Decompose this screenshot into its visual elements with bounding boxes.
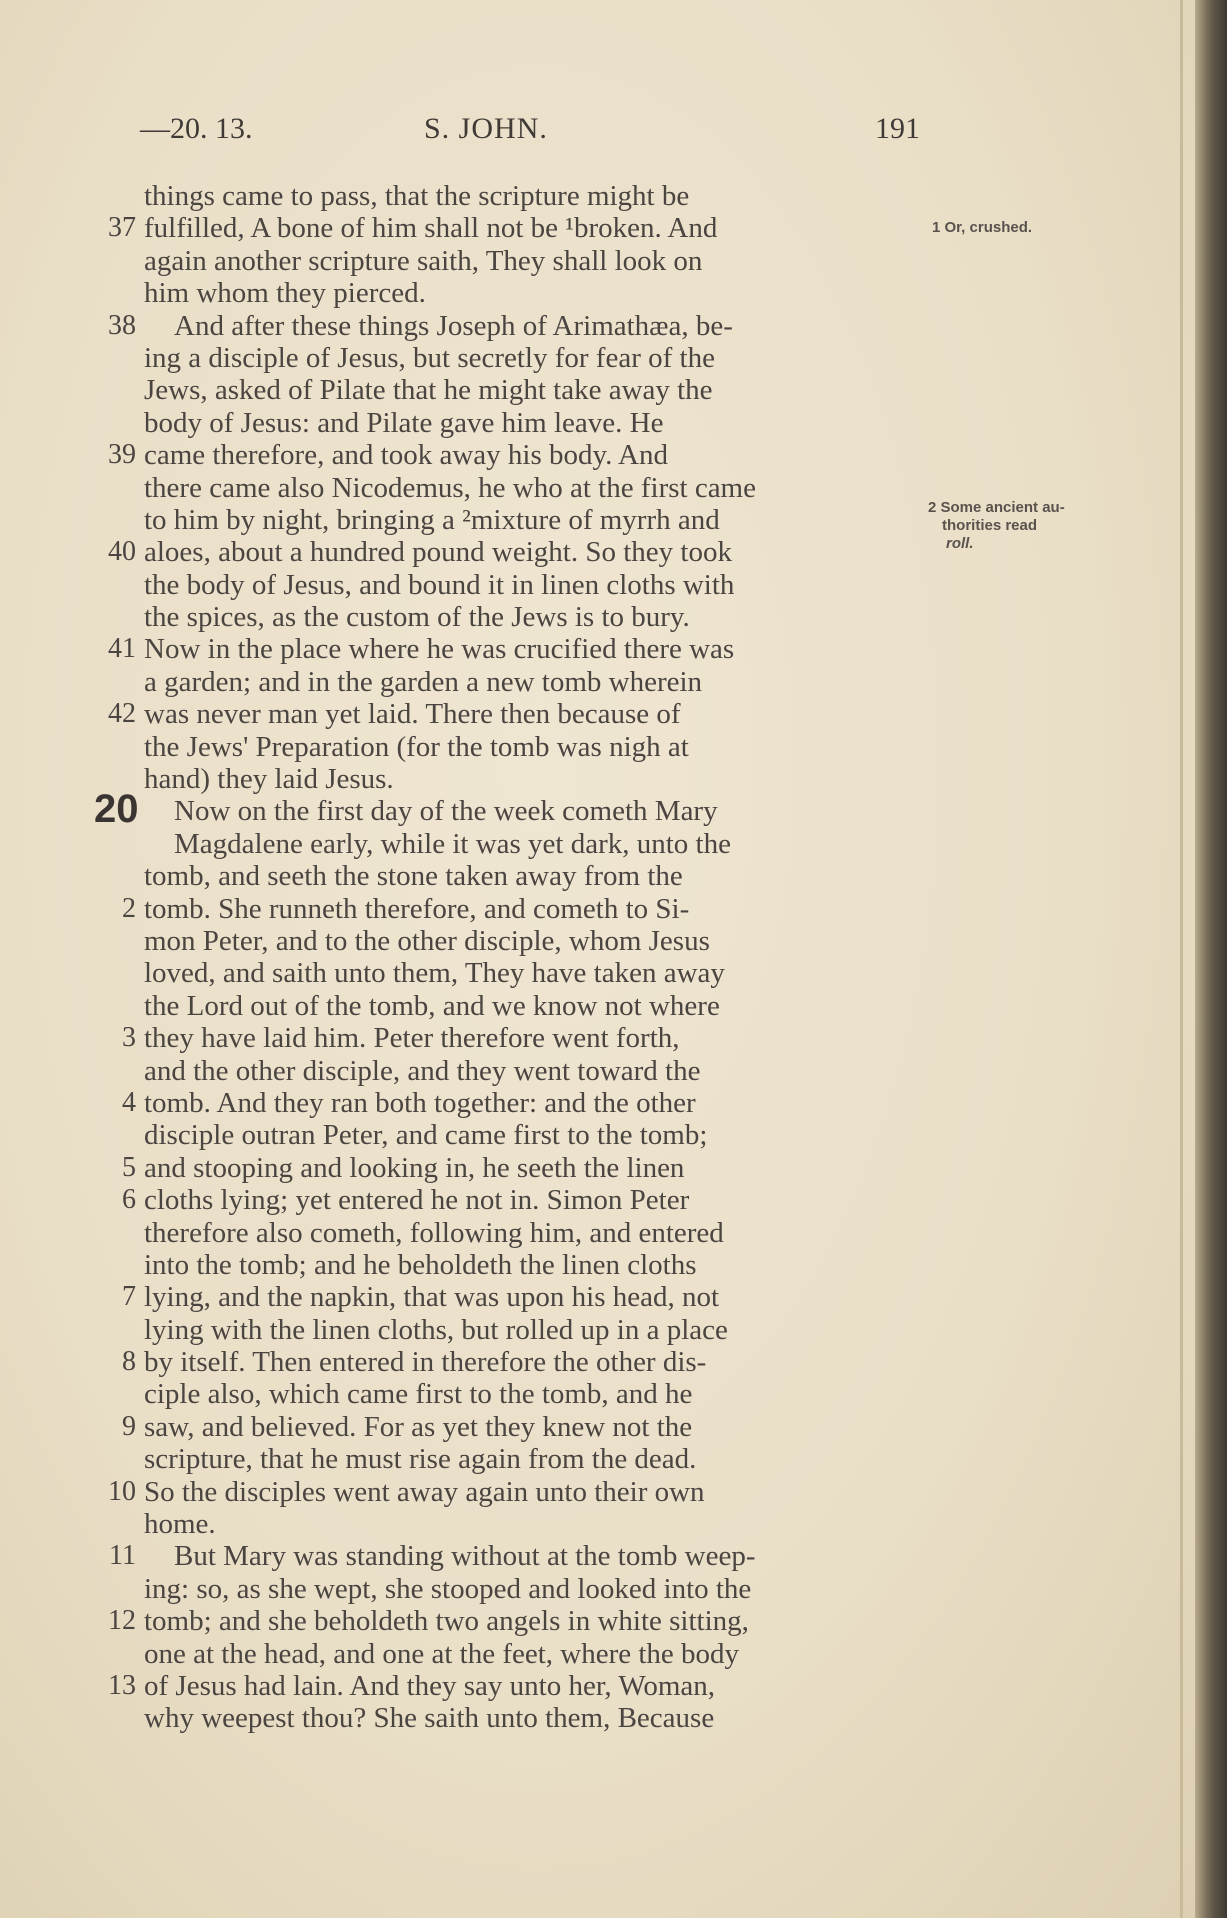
text-line [108, 1605, 920, 1638]
line-text: aloes, about a hundred pound weight. So they took [144, 536, 732, 569]
line-text: lying, and the napkin, that was upon his head, not [144, 1281, 720, 1314]
text-line [140, 666, 920, 698]
line-text: there came also Nicodemus, he who at the first came [144, 471, 756, 504]
line-text: tomb, and seeth the stone taken away from the [144, 860, 683, 893]
text-line [140, 990, 920, 1022]
margin-note-1 [932, 219, 1032, 237]
margin-note-1-text: 1 Or, crushed. [932, 219, 1033, 236]
text-line [140, 245, 920, 277]
text-line [122, 1086, 920, 1119]
line-text: tomb. She runneth therefore, and cometh to Si- [144, 892, 690, 925]
text-line [108, 309, 920, 342]
chapter-number: 20 [94, 787, 139, 832]
verse-number: 42 [108, 698, 136, 730]
text-line [140, 601, 920, 633]
line-text: Now on the first day of the week cometh Mary [174, 795, 718, 828]
text-line [140, 1249, 920, 1281]
line-text: mon Peter, and to the other disciple, whom Jesus [144, 924, 710, 957]
text-line [140, 180, 920, 212]
text-line [108, 1669, 920, 1702]
margin-note-2 [928, 499, 1108, 553]
text-line [140, 407, 920, 439]
line-text: him whom they pierced. [144, 277, 426, 310]
verse-number: 5 [122, 1151, 136, 1183]
verse-number: 37 [108, 212, 136, 244]
text-line [140, 1378, 920, 1410]
text-line [140, 1217, 920, 1249]
header-verse-range: —20. 13. [140, 112, 253, 145]
line-text: cloths lying; yet entered he not in. Simon Peter [144, 1184, 690, 1217]
line-text: home. [144, 1508, 216, 1541]
text-line [140, 925, 920, 957]
text-line [140, 472, 920, 504]
text-line [108, 212, 920, 245]
line-text: Now in the place where he was crucified there was [144, 633, 735, 666]
line-text: they have laid him. Peter therefore went forth, [144, 1022, 680, 1055]
text-line [140, 763, 920, 795]
line-text: Jews, asked of Pilate that he might take away the [144, 374, 713, 407]
verse-number: 39 [108, 439, 136, 471]
verse-number: 12 [108, 1605, 136, 1637]
text-line [122, 1151, 920, 1184]
text-line [140, 1119, 920, 1151]
line-text: to him by night, bringing a ²mixture of myrrh and [144, 503, 720, 536]
text-line [140, 277, 920, 309]
verse-number: 2 [122, 892, 136, 924]
line-text: things came to pass, that the scripture might be [144, 180, 690, 212]
scripture-text [94, 180, 920, 1735]
verse-number: 11 [109, 1540, 136, 1572]
line-text: by itself. Then entered in therefore the other dis- [144, 1346, 707, 1379]
line-text: But Mary was standing without at the tomb weep- [174, 1540, 756, 1573]
text-line [108, 633, 920, 666]
verse-number: 6 [122, 1184, 136, 1216]
text-line [140, 1508, 920, 1540]
text-line [140, 731, 920, 763]
verse-number: 38 [108, 309, 136, 341]
line-text: ing: so, as she wept, she stooped and looked into the [144, 1572, 752, 1605]
book-gutter [1195, 0, 1227, 1918]
text-line [122, 1184, 920, 1217]
margin-note-2-line: 2 Some ancient au- [928, 499, 1065, 516]
text-line [140, 1314, 920, 1346]
line-text: tomb. And they ran both together: and the other [144, 1086, 696, 1119]
text-line [140, 504, 920, 536]
line-text: the Jews' Preparation (for the tomb was nigh at [144, 730, 689, 763]
line-text: loved, and saith unto them, They have taken away [144, 957, 725, 990]
text-line [140, 957, 920, 989]
line-text: ing a disciple of Jesus, but secretly for fear of the [144, 341, 715, 374]
line-text: why weepest thou? She saith unto them, Because [144, 1702, 715, 1735]
line-text: fulfilled, A bone of him shall not be ¹broken. And [144, 212, 718, 245]
text-line [122, 1022, 920, 1055]
text-line [140, 1055, 920, 1087]
line-text: saw, and believed. For as yet they knew not the [144, 1410, 693, 1443]
verse-number: 7 [122, 1281, 136, 1313]
line-text: therefore also cometh, following him, and entered [144, 1216, 724, 1249]
header-page-number: 191 [875, 112, 920, 145]
text-line [140, 569, 920, 601]
line-text: body of Jesus: and Pilate gave him leave. He [144, 406, 664, 439]
text-line [122, 1346, 920, 1379]
verse-number: 4 [122, 1086, 136, 1118]
text-line [109, 1540, 920, 1573]
text-line [122, 1281, 920, 1314]
text-line [140, 1573, 920, 1605]
line-text: and the other disciple, and they went toward the [144, 1054, 701, 1087]
verse-number: 3 [122, 1022, 136, 1054]
text-line [108, 698, 920, 731]
text-line [108, 439, 920, 472]
line-text: into the tomb; and he beholdeth the linen cloths [144, 1248, 697, 1281]
text-line [108, 536, 920, 569]
page-edge-line [1180, 0, 1183, 1918]
text-line [122, 1410, 920, 1443]
text-line [108, 1475, 920, 1508]
text-line [140, 828, 920, 860]
line-text: again another scripture saith, They shall look on [144, 244, 703, 277]
verse-number: 41 [108, 633, 136, 665]
text-line [122, 892, 920, 925]
line-text: And after these things Joseph of Arimathæa, be- [174, 309, 733, 342]
line-text: of Jesus had lain. And they say unto her, Woman, [144, 1669, 716, 1702]
text-line [140, 1443, 920, 1475]
verse-number: 9 [122, 1410, 136, 1442]
line-text: Magdalene early, while it was yet dark, unto the [174, 827, 731, 860]
margin-note-2-line: roll. [946, 535, 974, 552]
verse-number: 13 [108, 1669, 136, 1701]
line-text: was never man yet laid. There then because of [144, 698, 681, 731]
margin-note-2-line: thorities read [942, 517, 1038, 534]
line-text: and stooping and looking in, he seeth the linen [144, 1151, 685, 1184]
running-header [140, 112, 920, 152]
line-text: one at the head, and one at the feet, where the body [144, 1637, 740, 1670]
line-text: scripture, that he must rise again from the dead. [144, 1443, 697, 1476]
line-text: the Lord out of the tomb, and we know not where [144, 989, 720, 1022]
verse-number: 40 [108, 536, 136, 568]
text-line [140, 1638, 920, 1670]
text-line [140, 342, 920, 374]
header-book-title: S. JOHN. [424, 112, 548, 145]
line-text: tomb; and she beholdeth two angels in white sitting, [144, 1605, 749, 1638]
text-line [140, 374, 920, 406]
line-text: hand) they laid Jesus. [144, 763, 394, 796]
line-text: a garden; and in the garden a new tomb wherein [144, 665, 703, 698]
text-line [140, 860, 920, 892]
line-text: disciple outran Peter, and came first to the tomb; [144, 1119, 708, 1152]
line-text: ciple also, which came first to the tomb, and he [144, 1378, 693, 1411]
verse-number: 10 [108, 1475, 136, 1507]
verse-number: 8 [122, 1346, 136, 1378]
line-text: the body of Jesus, and bound it in linen cloths with [144, 568, 735, 601]
line-text: the spices, as the custom of the Jews is to bury. [144, 601, 690, 634]
text-line [140, 1702, 920, 1734]
line-text: So the disciples went away again unto their own [144, 1475, 705, 1508]
line-text: came therefore, and took away his body. And [144, 439, 668, 472]
text-line [94, 787, 920, 832]
line-text: lying with the linen cloths, but rolled up in a place [144, 1313, 728, 1346]
